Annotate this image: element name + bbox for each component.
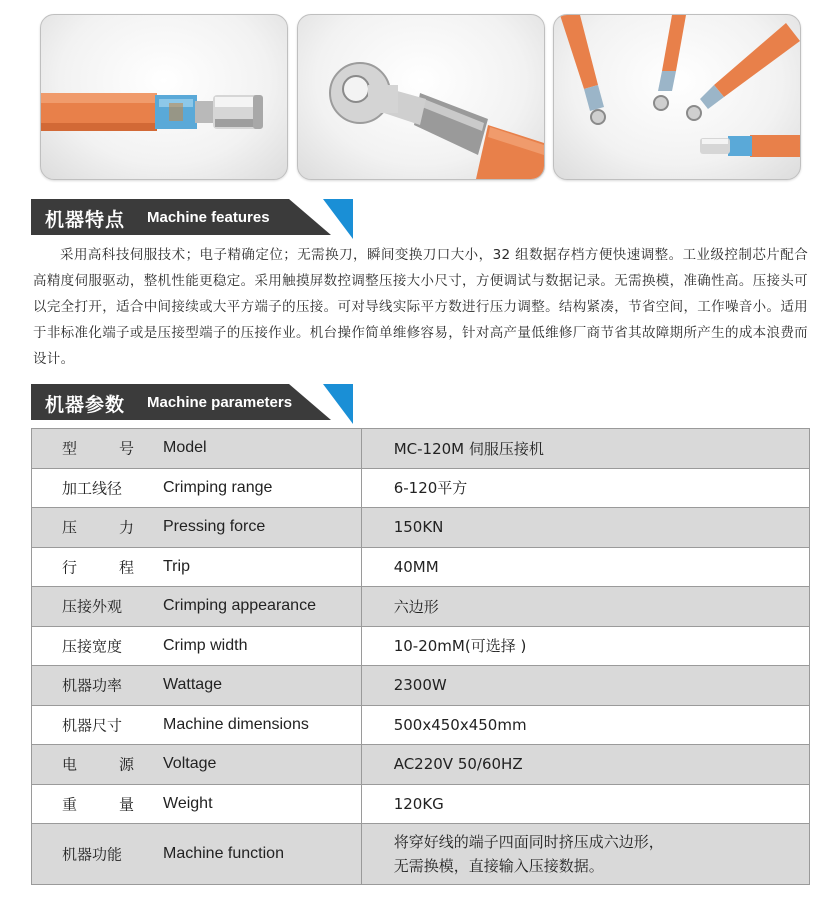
param-label-cn: 型号 <box>62 439 134 458</box>
param-value: 500x450x450mm <box>361 705 809 745</box>
table-row <box>32 705 810 745</box>
table-row <box>32 666 810 706</box>
table-row <box>32 429 810 469</box>
param-label-cn: 压力 <box>62 518 134 537</box>
parameters-title-cn: 机器参数 <box>45 394 126 416</box>
param-label-cn: 压接外观 <box>62 597 123 616</box>
param-value: AC220V 50/60HZ <box>361 745 809 785</box>
param-label-cn: 机器尺寸 <box>62 716 123 735</box>
param-value-line: 将穿好线的端子四面同时挤压成六边形， <box>393 833 664 851</box>
param-value: 2300W <box>361 666 809 706</box>
photo-crimped-cable-closeup <box>40 14 288 180</box>
param-label-en: Model <box>163 439 207 457</box>
param-label-cn: 重量 <box>62 795 134 814</box>
param-value: 六边形 <box>361 587 809 627</box>
param-value: 6-120平方 <box>361 468 809 508</box>
parameters-title-en: Machine parameters <box>147 394 293 411</box>
param-label-cn: 机器功能 <box>62 845 123 864</box>
features-section-header <box>31 199 361 239</box>
photo-assorted-crimped-cables <box>553 14 801 180</box>
features-title-en: Machine features <box>147 209 270 226</box>
param-label-en: Crimping range <box>163 478 273 496</box>
table-row <box>32 784 810 824</box>
table-row <box>32 508 810 548</box>
param-label-cn: 压接宽度 <box>62 637 123 656</box>
param-value-line: 无需换模，直接输入压接数据。 <box>393 857 604 875</box>
features-description: 采用高科技伺服技术；电子精确定位；无需换刀，瞬间变换刀口大小，32 组数据存档方便快速调整。工业级控制芯片配合高精度伺服驱动，整机性能更稳定。采用触摸屏数控调整压接大小尺寸，方便调试与数据记录。无需换模，准确性高。压接头可以完全打开，适合中间接续或大平方端子的压接。可对导线实际平方数进行压力调整。结构紧凑，节省空间，工作噪音小。适用于非标准化端子或是压接型端子的压接作业。机台操作简单维修容易，针对高产量低维修厂商节省其故障期所产生的成本浪费而设计。 <box>33 247 808 367</box>
parameters-table <box>31 428 810 885</box>
param-value: 120KG <box>361 784 809 824</box>
param-label-cn: 加工线径 <box>62 479 123 498</box>
table-row <box>32 587 810 627</box>
param-label-cn: 机器功率 <box>62 676 123 695</box>
param-label-cn: 电源 <box>62 755 134 774</box>
table-row <box>32 626 810 666</box>
table-row <box>32 745 810 785</box>
table-row <box>32 468 810 508</box>
param-label-en: Crimping appearance <box>163 597 316 615</box>
param-label-en: Wattage <box>163 676 222 694</box>
parameters-section-header <box>31 384 361 424</box>
features-title-cn: 机器特点 <box>45 209 126 231</box>
param-value: MC-120M 伺服压接机 <box>361 429 809 469</box>
param-label-en: Pressing force <box>163 518 266 536</box>
param-value <box>361 824 809 885</box>
param-label-en: Voltage <box>163 755 217 773</box>
table-row <box>32 547 810 587</box>
param-value: 40MM <box>361 547 809 587</box>
param-value: 150KN <box>361 508 809 548</box>
param-label-en: Weight <box>163 794 213 812</box>
photo-ring-terminal-cable <box>297 14 545 180</box>
product-photo-strip <box>40 14 800 180</box>
param-value: 10-20mM(可选择 ) <box>361 626 809 666</box>
param-label-en: Crimp width <box>163 636 248 654</box>
param-label-en: Trip <box>163 557 190 575</box>
param-label-en: Machine function <box>163 845 284 862</box>
param-label-en: Machine dimensions <box>163 715 309 733</box>
param-label-cn: 行程 <box>62 558 134 577</box>
table-row <box>32 824 810 885</box>
